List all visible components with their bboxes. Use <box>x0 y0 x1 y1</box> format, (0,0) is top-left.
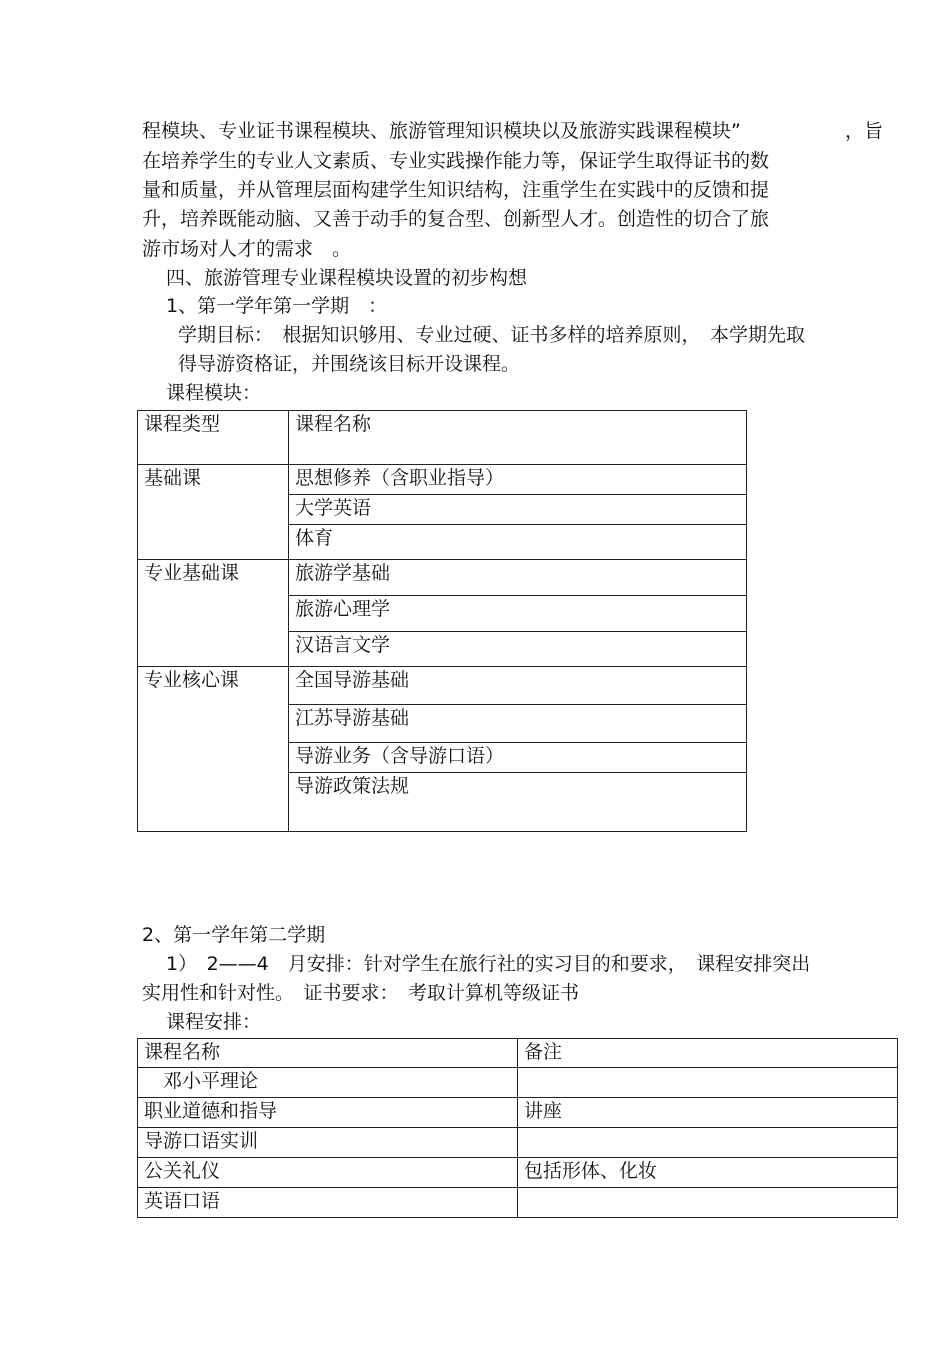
course-name-cell: 旅游心理学 <box>289 596 747 632</box>
table-row <box>138 667 747 705</box>
term1-title: 1、第一学年第一学期 ： <box>166 295 388 317</box>
remarks-cell: 包括形体、化妆 <box>518 1158 898 1188</box>
course-name-cell: 导游口语实训 <box>138 1128 518 1158</box>
course-name-cell: 导游业务（含导游口语） <box>289 743 747 773</box>
remarks-cell: 讲座 <box>518 1098 898 1128</box>
course-name-cell: 旅游学基础 <box>289 560 747 596</box>
course-type-cell: 基础课 <box>138 465 289 560</box>
intro-line-5: 游市场对人才的需求 。 <box>142 238 352 260</box>
course-name-cell: 职业道德和指导 <box>138 1098 518 1128</box>
intro-line-3: 量和质量，并从管理层面构建学生知识结构，注重学生在实践中的反馈和提 <box>142 179 770 201</box>
header-remarks: 备注 <box>518 1039 898 1068</box>
table-row <box>138 1128 898 1158</box>
remarks-cell <box>518 1068 898 1098</box>
course-schedule-table <box>137 1038 898 1218</box>
intro-line-4: 升，培养既能动脑、又善于动手的复合型、创新型人才。创造性的切合了旅 <box>142 208 770 230</box>
course-name-cell: 公关礼仪 <box>138 1158 518 1188</box>
term1-goal-line-1: 学期目标： 根据知识够用、专业过硬、证书多样的培养原则， 本学期先取 <box>178 324 806 346</box>
intro-line-1: 程模块、专业证书课程模块、旅游管理知识模块以及旅游实践课程模块” <box>142 120 741 142</box>
intro-line-2: 在培养学生的专业人文素质、专业实践操作能力等，保证学生取得证书的数 <box>142 150 770 172</box>
course-name-cell: 体育 <box>289 525 747 560</box>
term2-arrangement-line-1: 1） 2——4 月安排：针对学生在旅行社的实习目的和要求， 课程安排突出 <box>166 953 811 975</box>
course-name-cell: 大学英语 <box>289 495 747 525</box>
header-course-type: 课程类型 <box>138 411 289 465</box>
course-type-cell: 专业基础课 <box>138 560 289 667</box>
table-row <box>138 560 747 596</box>
section-heading: 四、旅游管理专业课程模块设置的初步构想 <box>166 267 528 289</box>
term1-goal-line-2: 得导游资格证，并围绕该目标开设课程。 <box>178 353 521 375</box>
intro-line-1-tail: ，旨 <box>845 120 884 142</box>
course-name-cell: 汉语言文学 <box>289 632 747 667</box>
header-course-name: 课程名称 <box>289 411 747 465</box>
remarks-cell <box>518 1188 898 1218</box>
header-course-name: 课程名称 <box>138 1039 518 1068</box>
course-name-cell: 导游政策法规 <box>289 773 747 832</box>
table-row <box>138 1188 898 1218</box>
course-type-cell: 专业核心课 <box>138 667 289 832</box>
course-name-cell: 全国导游基础 <box>289 667 747 705</box>
term2-arrangement-line-2: 实用性和针对性。 证书要求： 考取计算机等级证书 <box>142 982 580 1004</box>
table-row <box>138 465 747 495</box>
table-row <box>138 1098 898 1128</box>
table-header-row <box>138 411 747 465</box>
course-name-cell: 江苏导游基础 <box>289 705 747 743</box>
table-row <box>138 1068 898 1098</box>
table-row <box>138 1158 898 1188</box>
course-name-cell: 英语口语 <box>138 1188 518 1218</box>
course-name-cell: 邓小平理论 <box>138 1068 518 1098</box>
term1-modules-label: 课程模块： <box>166 382 262 404</box>
table-header-row <box>138 1039 898 1068</box>
term2-schedule-label: 课程安排： <box>166 1011 262 1033</box>
course-name-cell: 思想修养（含职业指导） <box>289 465 747 495</box>
remarks-cell <box>518 1128 898 1158</box>
course-module-table <box>137 410 747 832</box>
term2-title: 2、第一学年第二学期 <box>142 924 326 946</box>
